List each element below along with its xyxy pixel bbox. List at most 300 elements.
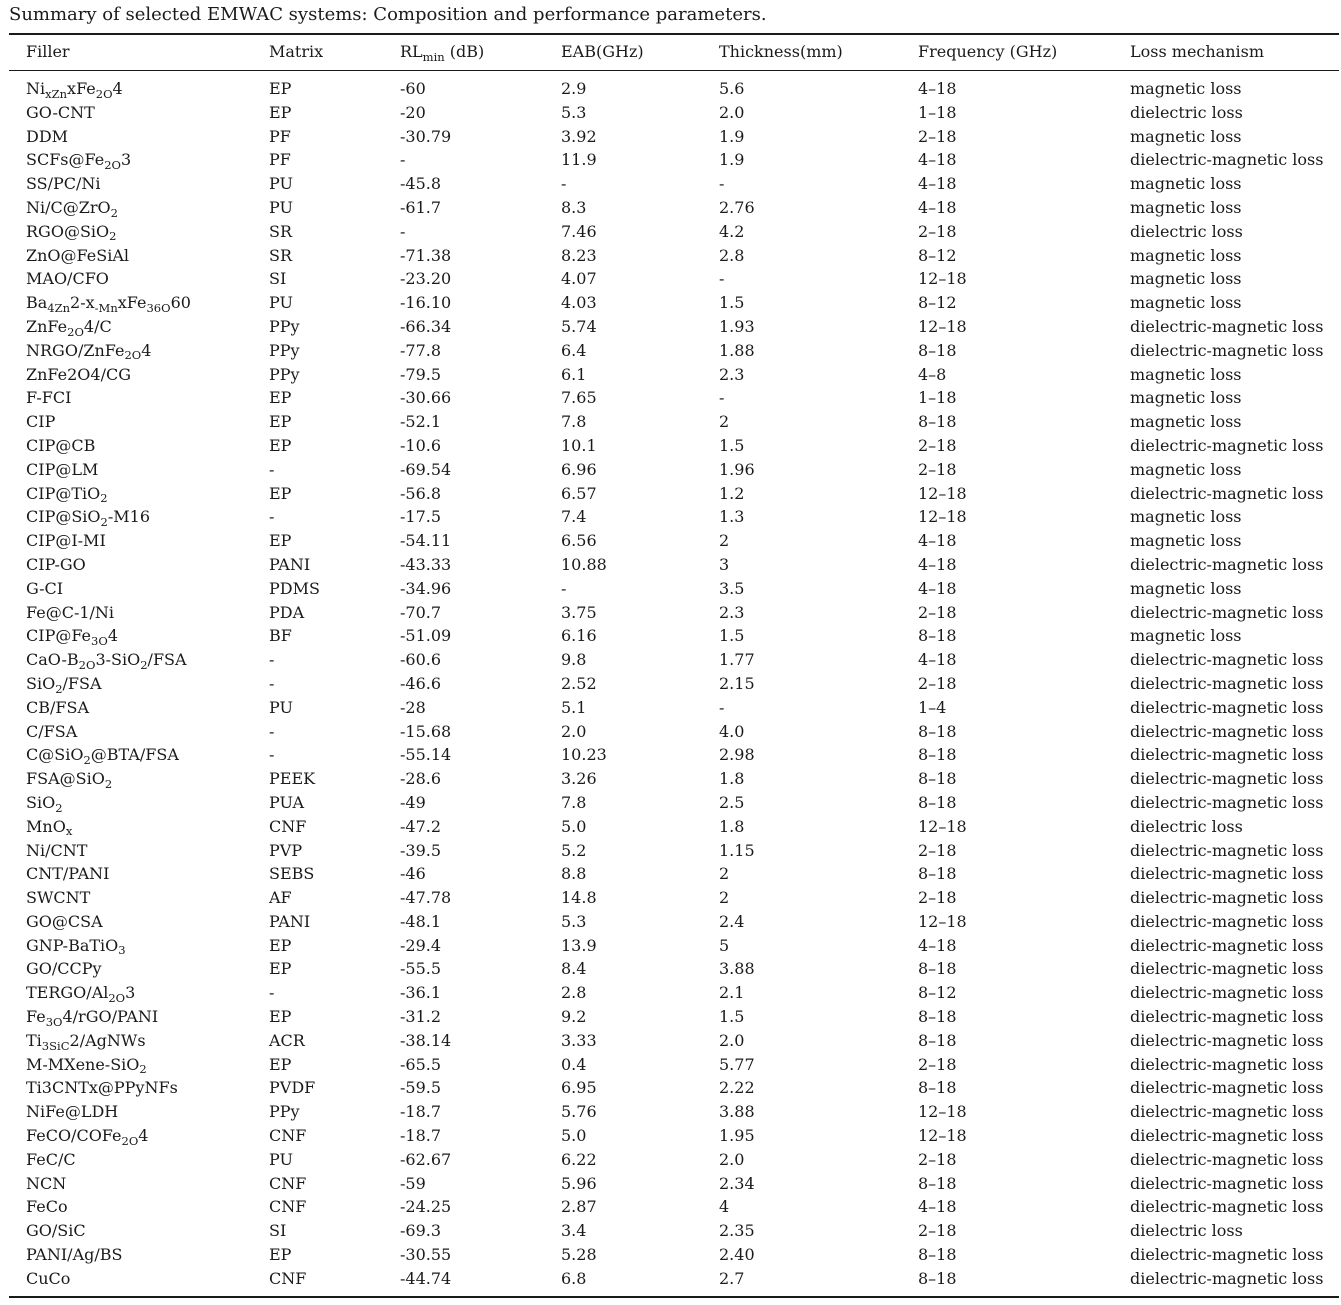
- cell-eab: -: [561, 174, 567, 194]
- cell-filler: CIP@CB: [26, 435, 96, 455]
- cell-loss-mechanism: dielectric-magnetic loss: [1130, 840, 1324, 860]
- cell-frequency: 2–18: [918, 435, 957, 455]
- cell-matrix: PEEK: [269, 769, 316, 789]
- cell-rl-min: -15.68: [400, 721, 452, 741]
- cell-eab: 7.8: [561, 792, 587, 812]
- cell-filler: GNP-BaTiO$_3$: [26, 935, 126, 958]
- table-row: [0, 196, 1341, 220]
- cell-rl-min: -44.74: [400, 1268, 452, 1288]
- cell-loss-mechanism: dielectric-magnetic loss: [1130, 769, 1324, 789]
- cell-frequency: 4–18: [918, 650, 957, 670]
- cell-thickness: 2.22: [719, 1078, 755, 1098]
- cell-thickness: 2.0: [719, 1149, 745, 1169]
- cell-thickness: -: [719, 697, 725, 717]
- cell-rl-min: -51.09: [400, 626, 452, 646]
- cell-filler: SWCNT: [26, 888, 91, 908]
- cell-frequency: 8–18: [918, 745, 957, 765]
- cell-loss-mechanism: magnetic loss: [1130, 174, 1242, 194]
- cell-frequency: 8–18: [918, 1173, 957, 1193]
- cell-eab: 5.1: [561, 697, 587, 717]
- cell-rl-min: -30.66: [400, 388, 452, 408]
- cell-matrix: PPy: [269, 316, 300, 336]
- cell-matrix: -: [269, 983, 275, 1003]
- cell-frequency: 12–18: [918, 483, 967, 503]
- cell-rl-min: -69.54: [400, 459, 452, 479]
- cell-eab: 10.88: [561, 554, 607, 574]
- cell-frequency: 1–18: [918, 388, 957, 408]
- cell-filler: $CIP@Fe_{3O}4$: [26, 626, 118, 648]
- cell-frequency: 8–18: [918, 1078, 957, 1098]
- cell-thickness: 2.5: [719, 792, 745, 812]
- cell-matrix: -: [269, 650, 275, 670]
- cell-frequency: 8–18: [918, 959, 957, 979]
- table-row: [0, 267, 1341, 291]
- cell-matrix: PANI: [269, 911, 311, 931]
- cell-eab: 5.0: [561, 816, 587, 836]
- cell-thickness: 1.93: [719, 316, 755, 336]
- table-row: [0, 339, 1341, 363]
- table-row: [0, 1124, 1341, 1148]
- cell-frequency: 8–12: [918, 983, 957, 1003]
- cell-eab: -: [561, 578, 567, 598]
- cell-frequency: 8–18: [918, 1268, 957, 1288]
- cell-eab: 5.0: [561, 1126, 587, 1146]
- cell-loss-mechanism: magnetic loss: [1130, 531, 1242, 551]
- cell-loss-mechanism: dielectric-magnetic loss: [1130, 316, 1324, 336]
- cell-matrix: -: [269, 721, 275, 741]
- cell-matrix: PPy: [269, 364, 300, 384]
- cell-thickness: 2.34: [719, 1173, 755, 1193]
- cell-matrix: EP: [269, 1245, 292, 1265]
- cell-frequency: 2–18: [918, 1054, 957, 1074]
- cell-thickness: 1.5: [719, 293, 745, 313]
- cell-rl-min: -34.96: [400, 578, 452, 598]
- cell-frequency: 8–12: [918, 293, 957, 313]
- cell-rl-min: -61.7: [400, 197, 442, 217]
- cell-frequency: 8–18: [918, 412, 957, 432]
- cell-eab: 8.8: [561, 864, 587, 884]
- cell-loss-mechanism: dielectric-magnetic loss: [1130, 888, 1324, 908]
- cell-eab: 2.0: [561, 721, 587, 741]
- cell-frequency: 12–18: [918, 269, 967, 289]
- cell-frequency: 4–18: [918, 174, 957, 194]
- cell-matrix: AF: [269, 888, 292, 908]
- cell-frequency: 8–18: [918, 1245, 957, 1265]
- table-row: [0, 577, 1341, 601]
- cell-eab: 6.4: [561, 340, 587, 360]
- cell-thickness: 5: [719, 935, 730, 955]
- cell-thickness: 2.8: [719, 245, 745, 265]
- table-row: [0, 482, 1341, 506]
- cell-matrix: CNF: [269, 1126, 307, 1146]
- table-row: [0, 720, 1341, 744]
- cell-loss-mechanism: dielectric-magnetic loss: [1130, 792, 1324, 812]
- cell-frequency: 2–18: [918, 673, 957, 693]
- cell-matrix: PUA: [269, 792, 305, 812]
- cell-matrix: SR: [269, 245, 293, 265]
- cell-matrix: PANI: [269, 554, 311, 574]
- cell-loss-mechanism: dielectric-magnetic loss: [1130, 1102, 1324, 1122]
- cell-frequency: 8–18: [918, 1030, 957, 1050]
- cell-matrix: -: [269, 673, 275, 693]
- cell-filler: Ni/C@ZrO$_2$: [26, 197, 118, 220]
- table-header-row: [0, 40, 1341, 64]
- cell-loss-mechanism: magnetic loss: [1130, 578, 1242, 598]
- table-row: [0, 291, 1341, 315]
- cell-matrix: EP: [269, 388, 292, 408]
- cell-filler: SiO$_2$: [26, 792, 63, 815]
- cell-eab: 0.4: [561, 1054, 587, 1074]
- cell-matrix: PF: [269, 150, 291, 170]
- table-row: [0, 791, 1341, 815]
- table-row: [0, 910, 1341, 934]
- cell-eab: 5.96: [561, 1173, 597, 1193]
- cell-matrix: EP: [269, 959, 292, 979]
- cell-loss-mechanism: dielectric-magnetic loss: [1130, 673, 1324, 693]
- cell-matrix: EP: [269, 1054, 292, 1074]
- cell-frequency: 12–18: [918, 507, 967, 527]
- cell-frequency: 4–18: [918, 531, 957, 551]
- header-matrix: Matrix: [269, 42, 324, 61]
- cell-eab: 11.9: [561, 150, 597, 170]
- cell-loss-mechanism: magnetic loss: [1130, 126, 1242, 146]
- cell-loss-mechanism: magnetic loss: [1130, 364, 1242, 384]
- cell-frequency: 4–18: [918, 1197, 957, 1217]
- cell-eab: 5.74: [561, 316, 597, 336]
- cell-frequency: 12–18: [918, 1102, 967, 1122]
- table-row: [0, 386, 1341, 410]
- cell-filler: CIP@TiO$_2$: [26, 483, 108, 506]
- cell-filler: TERGO/$Al_{2O}3$: [26, 983, 136, 1005]
- cell-matrix: CNF: [269, 1197, 307, 1217]
- cell-rl-min: -54.11: [400, 531, 452, 551]
- cell-thickness: 1.2: [719, 483, 745, 503]
- cell-matrix: -: [269, 507, 275, 527]
- cell-thickness: 3: [719, 554, 730, 574]
- table-bottom-rule: [9, 1296, 1339, 1298]
- cell-matrix: SEBS: [269, 864, 315, 884]
- cell-thickness: 1.9: [719, 126, 745, 146]
- cell-matrix: PDMS: [269, 578, 320, 598]
- table-row: [0, 934, 1341, 958]
- table-row: [0, 101, 1341, 125]
- table-row: [0, 458, 1341, 482]
- table-top-rule: [9, 33, 1339, 35]
- cell-loss-mechanism: magnetic loss: [1130, 269, 1242, 289]
- cell-frequency: 4–18: [918, 554, 957, 574]
- cell-rl-min: -79.5: [400, 364, 442, 384]
- cell-filler: M-MXene-SiO$_2$: [26, 1054, 147, 1077]
- cell-loss-mechanism: dielectric-magnetic loss: [1130, 1078, 1324, 1098]
- cell-loss-mechanism: dielectric loss: [1130, 102, 1243, 122]
- cell-thickness: 1.5: [719, 435, 745, 455]
- cell-rl-min: -10.6: [400, 435, 442, 455]
- cell-rl-min: -18.7: [400, 1126, 442, 1146]
- cell-eab: 6.8: [561, 1268, 587, 1288]
- cell-eab: 6.57: [561, 483, 597, 503]
- cell-rl-min: -18.7: [400, 1102, 442, 1122]
- cell-matrix: PU: [269, 697, 293, 717]
- cell-thickness: 1.3: [719, 507, 745, 527]
- cell-loss-mechanism: dielectric-magnetic loss: [1130, 650, 1324, 670]
- cell-rl-min: -60.6: [400, 650, 442, 670]
- cell-thickness: 2.1: [719, 983, 745, 1003]
- cell-filler: FSA@SiO$_2$: [26, 769, 113, 791]
- cell-filler: CIP@SiO$_2$-M16: [26, 507, 151, 530]
- cell-rl-min: -30.55: [400, 1245, 452, 1265]
- cell-eab: 6.95: [561, 1078, 597, 1098]
- cell-thickness: 2.0: [719, 102, 745, 122]
- cell-thickness: 1.88: [719, 340, 755, 360]
- cell-filler: RGO@SiO$_2$: [26, 221, 117, 244]
- cell-filler: C@SiO$_2$@BTA/FSA: [26, 745, 179, 767]
- cell-rl-min: -59: [400, 1173, 426, 1193]
- cell-filler: FeCo: [26, 1197, 68, 1217]
- header-filler: Filler: [26, 42, 70, 61]
- cell-rl-min: -77.8: [400, 340, 442, 360]
- cell-loss-mechanism: magnetic loss: [1130, 626, 1242, 646]
- table-row: [0, 624, 1341, 648]
- cell-thickness: 1.8: [719, 816, 745, 836]
- cell-eab: 5.76: [561, 1102, 597, 1122]
- cell-rl-min: -36.1: [400, 983, 442, 1003]
- cell-frequency: 1–18: [918, 102, 957, 122]
- table-row: [0, 1172, 1341, 1196]
- cell-matrix: EP: [269, 1007, 292, 1027]
- table-row: [0, 148, 1341, 172]
- cell-matrix: PDA: [269, 602, 305, 622]
- cell-eab: 6.16: [561, 626, 597, 646]
- cell-filler: CIP: [26, 412, 56, 432]
- cell-thickness: 2.40: [719, 1245, 755, 1265]
- header-rl-min: $RL_{min}$ (dB): [400, 42, 485, 64]
- cell-frequency: 8–12: [918, 245, 957, 265]
- cell-matrix: EP: [269, 531, 292, 551]
- cell-rl-min: -31.2: [400, 1007, 442, 1027]
- cell-filler: Ti3CNTx@PPyNFs: [26, 1078, 178, 1098]
- cell-eab: 8.23: [561, 245, 597, 265]
- table-row: [0, 743, 1341, 767]
- header-thickness: Thickness(mm): [719, 42, 843, 61]
- table-row: [0, 601, 1341, 625]
- cell-matrix: EP: [269, 935, 292, 955]
- cell-rl-min: -23.20: [400, 269, 452, 289]
- cell-rl-min: -30.79: [400, 126, 452, 146]
- cell-filler: CaO-$B_{2O}3-SiO_2$/FSA: [26, 650, 187, 672]
- cell-rl-min: -: [400, 150, 406, 170]
- cell-loss-mechanism: dielectric-magnetic loss: [1130, 1173, 1324, 1193]
- cell-rl-min: -46.6: [400, 673, 442, 693]
- cell-matrix: SI: [269, 269, 287, 289]
- cell-loss-mechanism: magnetic loss: [1130, 459, 1242, 479]
- cell-filler: CB/FSA: [26, 697, 90, 717]
- cell-eab: 2.8: [561, 983, 587, 1003]
- cell-matrix: CNF: [269, 1173, 307, 1193]
- cell-eab: 9.2: [561, 1007, 587, 1027]
- cell-eab: 3.92: [561, 126, 597, 146]
- cell-thickness: 2.0: [719, 1030, 745, 1050]
- table-row: [0, 767, 1341, 791]
- cell-loss-mechanism: dielectric-magnetic loss: [1130, 1030, 1324, 1050]
- cell-loss-mechanism: dielectric-magnetic loss: [1130, 959, 1324, 979]
- cell-filler: GO/SiC: [26, 1221, 86, 1241]
- table-row: [0, 1219, 1341, 1243]
- cell-eab: 4.03: [561, 293, 597, 313]
- cell-loss-mechanism: dielectric-magnetic loss: [1130, 1054, 1324, 1074]
- cell-frequency: 8–18: [918, 626, 957, 646]
- table-row: [0, 648, 1341, 672]
- cell-filler: SiO$_2$/FSA: [26, 673, 102, 696]
- table-row: [0, 529, 1341, 553]
- cell-matrix: PVDF: [269, 1078, 316, 1098]
- table-caption: Summary of selected EMWAC systems: Composition and performance parameters.: [9, 4, 767, 25]
- cell-eab: 7.65: [561, 388, 597, 408]
- cell-eab: 7.46: [561, 221, 597, 241]
- cell-thickness: 2.3: [719, 602, 745, 622]
- cell-loss-mechanism: magnetic loss: [1130, 245, 1242, 265]
- cell-rl-min: -29.4: [400, 935, 442, 955]
- cell-thickness: 2.35: [719, 1221, 755, 1241]
- cell-loss-mechanism: dielectric-magnetic loss: [1130, 1126, 1324, 1146]
- table-row: [0, 505, 1341, 529]
- cell-rl-min: -65.5: [400, 1054, 442, 1074]
- cell-thickness: 1.95: [719, 1126, 755, 1146]
- cell-eab: 7.8: [561, 412, 587, 432]
- cell-thickness: 1.9: [719, 150, 745, 170]
- cell-filler: Ni/CNT: [26, 840, 88, 860]
- cell-eab: 5.2: [561, 840, 587, 860]
- cell-eab: 8.4: [561, 959, 587, 979]
- cell-loss-mechanism: magnetic loss: [1130, 293, 1242, 313]
- cell-rl-min: -55.14: [400, 745, 452, 765]
- cell-loss-mechanism: dielectric-magnetic loss: [1130, 340, 1324, 360]
- cell-thickness: 1.5: [719, 626, 745, 646]
- cell-eab: 14.8: [561, 888, 597, 908]
- cell-thickness: 3.5: [719, 578, 745, 598]
- table-row: [0, 1148, 1341, 1172]
- cell-loss-mechanism: dielectric-magnetic loss: [1130, 745, 1324, 765]
- cell-filler: MAO/CFO: [26, 269, 109, 289]
- cell-thickness: 4.2: [719, 221, 745, 241]
- cell-matrix: -: [269, 459, 275, 479]
- cell-matrix: PU: [269, 197, 293, 217]
- cell-frequency: 8–18: [918, 1007, 957, 1027]
- cell-thickness: 2.3: [719, 364, 745, 384]
- cell-eab: 2.52: [561, 673, 597, 693]
- cell-matrix: EP: [269, 412, 292, 432]
- table-row: [0, 220, 1341, 244]
- cell-rl-min: -66.34: [400, 316, 452, 336]
- table-row: [0, 839, 1341, 863]
- cell-rl-min: -46: [400, 864, 426, 884]
- cell-eab: 6.56: [561, 531, 597, 551]
- table-row: [0, 957, 1341, 981]
- cell-matrix: PPy: [269, 340, 300, 360]
- cell-thickness: -: [719, 388, 725, 408]
- cell-rl-min: -55.5: [400, 959, 442, 979]
- cell-thickness: 5.6: [719, 79, 745, 98]
- cell-loss-mechanism: dielectric-magnetic loss: [1130, 983, 1324, 1003]
- cell-filler: NiFe@LDH: [26, 1102, 119, 1122]
- cell-rl-min: -60: [400, 79, 426, 98]
- cell-matrix: PPy: [269, 1102, 300, 1122]
- cell-matrix: CNF: [269, 1268, 307, 1288]
- cell-loss-mechanism: dielectric-magnetic loss: [1130, 1007, 1324, 1027]
- table-row: [0, 1005, 1341, 1029]
- cell-matrix: PU: [269, 293, 293, 313]
- cell-loss-mechanism: dielectric-magnetic loss: [1130, 697, 1324, 717]
- cell-eab: 5.3: [561, 102, 587, 122]
- table-row: [0, 244, 1341, 268]
- cell-frequency: 4–18: [918, 935, 957, 955]
- table-row: [0, 434, 1341, 458]
- table-row: [0, 1100, 1341, 1124]
- cell-filler: $Ti_{3SiC}2$/AgNWs: [26, 1030, 146, 1053]
- cell-filler: GO/CCPy: [26, 959, 102, 979]
- cell-eab: 7.4: [561, 507, 587, 527]
- cell-frequency: 2–18: [918, 221, 957, 241]
- cell-frequency: 4–18: [918, 150, 957, 170]
- cell-loss-mechanism: dielectric-magnetic loss: [1130, 483, 1324, 503]
- cell-rl-min: -52.1: [400, 412, 442, 432]
- cell-rl-min: -70.7: [400, 602, 442, 622]
- cell-rl-min: -39.5: [400, 840, 442, 860]
- cell-eab: 8.3: [561, 197, 587, 217]
- cell-rl-min: -71.38: [400, 245, 452, 265]
- cell-thickness: 2: [719, 412, 730, 432]
- cell-loss-mechanism: dielectric-magnetic loss: [1130, 935, 1324, 955]
- cell-filler: GO@CSA: [26, 911, 103, 931]
- cell-thickness: 2: [719, 531, 730, 551]
- cell-loss-mechanism: dielectric-magnetic loss: [1130, 150, 1324, 170]
- cell-eab: 5.3: [561, 911, 587, 931]
- cell-thickness: 1.77: [719, 650, 755, 670]
- cell-thickness: 2.76: [719, 197, 755, 217]
- cell-thickness: 1.96: [719, 459, 755, 479]
- cell-eab: 9.8: [561, 650, 587, 670]
- cell-frequency: 12–18: [918, 1126, 967, 1146]
- cell-matrix: SI: [269, 1221, 287, 1241]
- cell-loss-mechanism: dielectric-magnetic loss: [1130, 864, 1324, 884]
- cell-eab: 6.22: [561, 1149, 597, 1169]
- cell-filler: CIP@I-MI: [26, 531, 106, 551]
- cell-filler: SS/PC/Ni: [26, 174, 101, 194]
- cell-loss-mechanism: dielectric-magnetic loss: [1130, 1268, 1324, 1288]
- table-row: [0, 1029, 1341, 1053]
- cell-matrix: PF: [269, 126, 291, 146]
- cell-rl-min: -45.8: [400, 174, 442, 194]
- cell-matrix: PU: [269, 1149, 293, 1169]
- cell-filler: Fe@C-1/Ni: [26, 602, 115, 622]
- cell-loss-mechanism: magnetic loss: [1130, 388, 1242, 408]
- cell-eab: 3.4: [561, 1221, 587, 1241]
- cell-frequency: 8–18: [918, 340, 957, 360]
- cell-thickness: 2.98: [719, 745, 755, 765]
- cell-eab: 3.75: [561, 602, 597, 622]
- table-row: [0, 672, 1341, 696]
- cell-rl-min: -17.5: [400, 507, 442, 527]
- cell-frequency: 2–18: [918, 126, 957, 146]
- cell-eab: 10.1: [561, 435, 597, 455]
- cell-filler: CuCo: [26, 1268, 71, 1288]
- cell-loss-mechanism: magnetic loss: [1130, 412, 1242, 432]
- cell-matrix: SR: [269, 221, 293, 241]
- cell-thickness: -: [719, 269, 725, 289]
- cell-thickness: 3.88: [719, 959, 755, 979]
- cell-frequency: 2–18: [918, 840, 957, 860]
- cell-eab: 10.23: [561, 745, 607, 765]
- table-row: [0, 1053, 1341, 1077]
